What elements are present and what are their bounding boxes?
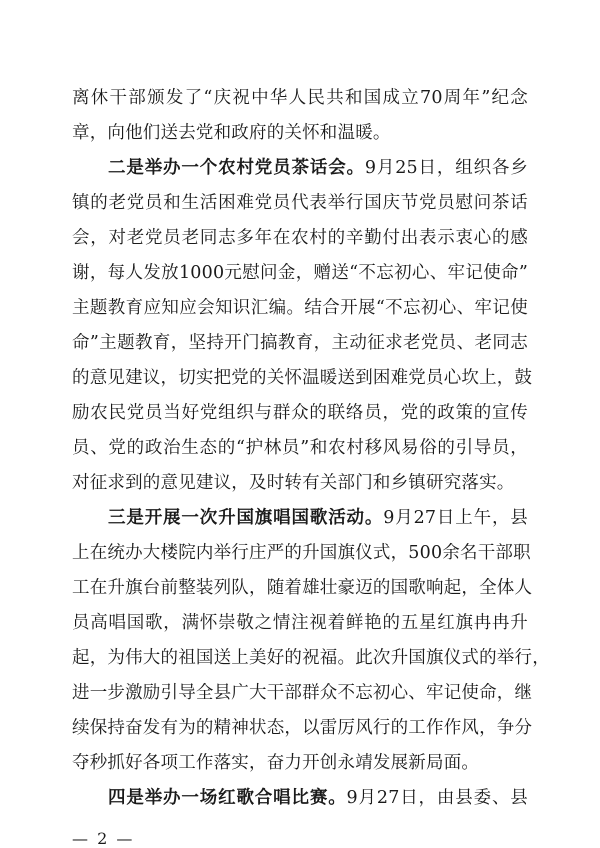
paragraph-line: 对征求到的意见建议，及时转有关部门和乡镇研究落实。 <box>72 473 515 493</box>
section-heading: 二是举办一个农村党员茶话会。 <box>108 158 365 178</box>
page-number: — 2 — <box>72 829 135 848</box>
section-heading-text: 9月27日，由县委、县 <box>346 788 528 808</box>
paragraph-line: 主题教育应知应会知识汇编。结合开展“不忘初心、牢记使 <box>72 298 528 318</box>
paragraph-line: 会，对老党员老同志多年在农村的辛勤付出表示衷心的感 <box>72 228 528 248</box>
paragraph-line: 的意见建议，切实把党的关怀温暖送到困难党员心坎上，鼓 <box>72 368 533 388</box>
section-heading: 四是举办一场红歌合唱比赛。 <box>108 788 347 808</box>
paragraph-line: 员、党的政治生态的“护林员”和农村移风易俗的引导员， <box>72 438 528 458</box>
paragraph-line: 谢，每人发放1000元慰问金，赠送“不忘初心、牢记使命” <box>72 263 528 283</box>
section-heading-text: 9月25日，组织各乡 <box>364 158 528 178</box>
paragraph-line: 命”主题教育，坚持开门搞教育，主动征求老党员、老同志 <box>72 333 528 353</box>
section-heading-text: 9月27日上午，县 <box>383 508 529 528</box>
section-heading: 三是开展一次升国旗唱国歌活动。 <box>108 508 384 528</box>
paragraph-line: 离休干部颁发了“庆祝中华人民共和国成立70周年”纪念 <box>72 88 528 108</box>
paragraph-line: 员高唱国歌，满怀崇敬之情注视着鲜艳的五星红旗冉冉升 <box>72 613 528 633</box>
section-heading-line <box>72 786 528 810</box>
paragraph-line: 夺秒抓好各项工作落实，奋力开创永靖发展新局面。 <box>72 753 480 773</box>
paragraph-line: 励农民党员当好党组织与群众的联络员，党的政策的宣传 <box>72 403 528 423</box>
paragraph-line: 上在统办大楼院内举行庄严的升国旗仪式，500余名干部职 <box>72 543 531 563</box>
paragraph-line: 续保持奋发有为的精神状态，以雷厉风行的工作作风，争分 <box>72 718 533 738</box>
section-heading-line <box>72 156 528 180</box>
paragraph-line: 章，向他们送去党和政府的关怀和温暖。 <box>72 123 391 143</box>
paragraph-line: 起，为伟大的祖国送上美好的祝福。此次升国旗仪式的举行， <box>72 648 550 668</box>
paragraph-line: 进一步激励引导全县广大干部群众不忘初心、牢记使命，继 <box>72 683 533 703</box>
section-heading-line <box>72 506 528 530</box>
paragraph-line: 工在升旗台前整装列队，随着雄壮豪迈的国歌响起，全体人 <box>72 578 533 598</box>
paragraph-line: 镇的老党员和生活困难党员代表举行国庆节党员慰问茶话 <box>72 193 528 213</box>
